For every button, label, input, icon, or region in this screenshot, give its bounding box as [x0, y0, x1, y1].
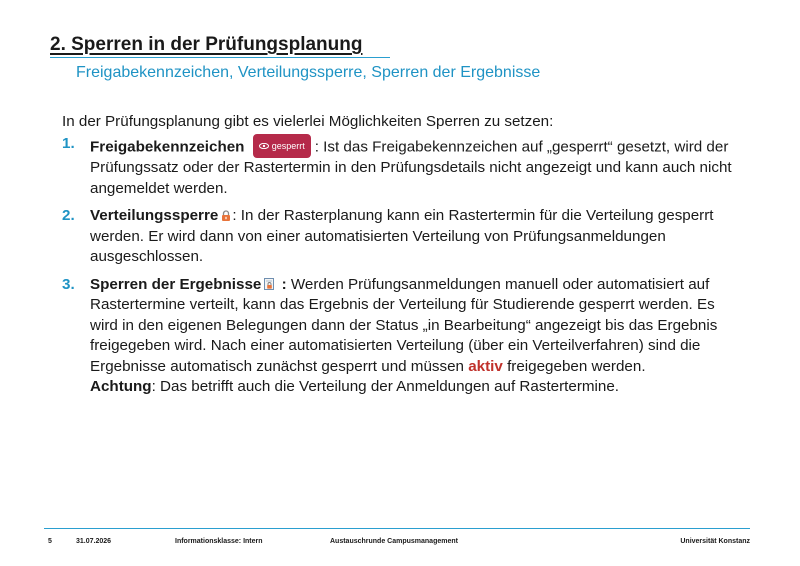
slide-content	[62, 112, 732, 405]
item-number: 2.	[62, 207, 75, 224]
title-divider	[50, 57, 390, 58]
gesperrt-badge	[253, 134, 311, 159]
item-number: 1.	[62, 134, 75, 152]
footer-organization: Universität Konstanz	[680, 538, 750, 545]
eye-icon	[259, 143, 269, 149]
list-item-freigabekennzeichen	[62, 134, 732, 200]
footer-classification: Informationsklasse: Intern	[175, 538, 263, 545]
item-number: 3.	[62, 275, 75, 293]
item-text: : Ist das Freigabekennzeichen auf „gesperrt“ gesetzt, wird der Prüfungssatz oder der Rastertermin in den Prüfungsdetails nicht angezeigt und kann auch nicht angemeldet werden.	[90, 137, 732, 197]
item-term: Sperren der Ergebnisse	[90, 275, 262, 293]
note-text: : Das betrifft auch die Verteilung der Anmeldungen auf Rastertermine.	[151, 378, 620, 395]
footer-divider	[44, 528, 750, 529]
list-item-verteilungssperre	[62, 206, 732, 268]
item-text: : In der Rasterplanung kann ein Rastertermin für die Verteilung gesperrt werden. Er wird dann von einer automatisierten Verteilung von Prüfungsanmeldungen ausgeschlossen.	[90, 207, 714, 265]
item-colon: :	[277, 275, 287, 293]
intro-text: In der Prüfungsplanung gibt es vielerlei Möglichkeiten Sperren zu setzen:	[62, 113, 554, 130]
footer-date: 31.07.2026	[76, 538, 112, 545]
slide-subtitle: Freigabekennzeichen, Verteilungssperre, Sperren der Ergebnisse	[76, 64, 541, 81]
note-label: Achtung	[90, 378, 152, 395]
lock-icon	[221, 210, 231, 221]
emphasis-aktiv: aktiv	[468, 357, 503, 375]
footer-event: Austauschrunde Campusmanagement	[330, 538, 458, 545]
item-term: Freigabekennzeichen	[90, 137, 245, 155]
item-text: Werden Prüfungsanmeldungen manuell oder automatisiert auf Rastertermine verteilt, kann das Ergebnis der Verteilung für Studierende gesperrt werden. Es wird in den eigenen Belegungen dann der Status „in Bearbeitung“ angezeigt bis das Ergebnis freigegeben wird. Nach einer automatisierten Verteilung (über ein Verteilverfahren) sind die Ergebnisse automatisch zunächst gesperrt und müssen	[90, 275, 718, 375]
locked-document-icon	[264, 278, 275, 290]
page-number: 5	[48, 538, 52, 545]
item-text-end: freigegeben werden.	[502, 357, 646, 375]
slide-title: 2. Sperren in der Prüfungsplanung	[50, 34, 363, 55]
item-term: Verteilungssperre	[90, 207, 219, 224]
badge-label: gesperrt	[271, 140, 305, 151]
list-item-sperren-der-ergebnisse	[62, 275, 732, 398]
